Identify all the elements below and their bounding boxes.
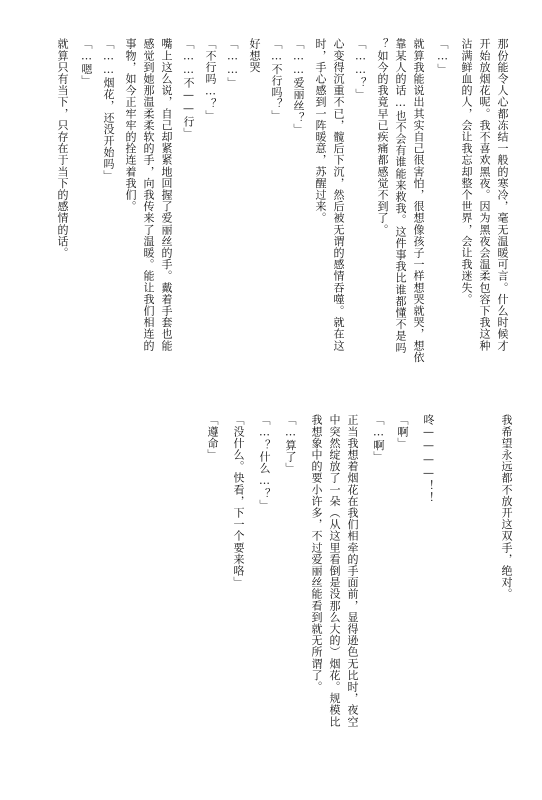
text-column: 好想哭 (248, 38, 261, 73)
text-column: 沾满鲜血的人，会让我忘却整个世界，会让我迷失。 (460, 38, 473, 305)
text-column: 我希望永远都不放开这双手，绝对。 (500, 414, 513, 600)
text-column: 「…？什么…？」 (258, 414, 271, 511)
text-column: 「……爱丽丝？」 (292, 38, 305, 135)
text-column: 正当我想着烟花在我们相牵的手面前，显得逊色无比时，夜空 (346, 414, 359, 728)
text-column: 事物，如今正牢牢的拴连着我们。 (124, 38, 137, 212)
text-column: ？如今的我竟早已疾痛都感觉不到了。 (376, 38, 389, 236)
text-column: 「…嗯」 (80, 38, 93, 87)
text-column: 心变得沉重不已，髋后下沉，然后被无谓的感情吞噬。就在这 (332, 38, 345, 352)
text-column: 「遵命」 (206, 414, 219, 461)
text-column: 「……不——行」 (182, 38, 195, 139)
text-column: 就算我能说出其实自己很害怕，很想像孩子一样想哭就哭，想依 (412, 38, 425, 363)
text-column: 「…」 (436, 38, 449, 75)
text-column: 时，手心感到一阵暖意，苏醒过来。 (314, 38, 327, 224)
text-column: 「不行吗…？」 (204, 38, 217, 122)
text-column: 嘴上这么说，自己却紧紧地回握了爱丽丝的手。戴着手套也能 (160, 38, 173, 352)
text-column: 「…不行吗？」 (270, 38, 283, 122)
text-column: 「……烟花，还没开始吗」 (102, 38, 115, 182)
text-column: 「…啊」 (372, 414, 385, 463)
text-column: 「没什么。快看，下一个要来咯」 (232, 414, 245, 588)
text-column: 就算只有当下，只存在于当下的感情的话。 (56, 38, 69, 259)
text-column: 那份能令人心都冻结一般的寒冷，毫无温暖可言。什么时候才 (496, 38, 509, 352)
text-column: 我想象中的要小许多，不过爱丽丝能看到就无所谓了。 (310, 414, 323, 693)
text-column: 「……？」 (354, 38, 367, 100)
text-column: 中突然绽放了一朵（从这里看倒是没那么大的）烟花。规模比 (328, 414, 341, 728)
text-column: 「……」 (226, 38, 239, 89)
text-column: 「啊」 (396, 414, 409, 449)
text-column: 开始放烟花呢。我不喜欢黑夜。因为黑夜会温柔包容下我这种 (478, 38, 491, 352)
text-column: 咚————！！ (422, 414, 435, 504)
text-column: 感觉到她那温柔柔软的手，向我传来了温暖。能让我们相连的 (142, 38, 155, 352)
text-column: 「…算了」 (284, 414, 297, 474)
text-column: 靠某人的话…也不会有谁能来救我。这件事我比谁都懂不是吗 (394, 38, 407, 354)
